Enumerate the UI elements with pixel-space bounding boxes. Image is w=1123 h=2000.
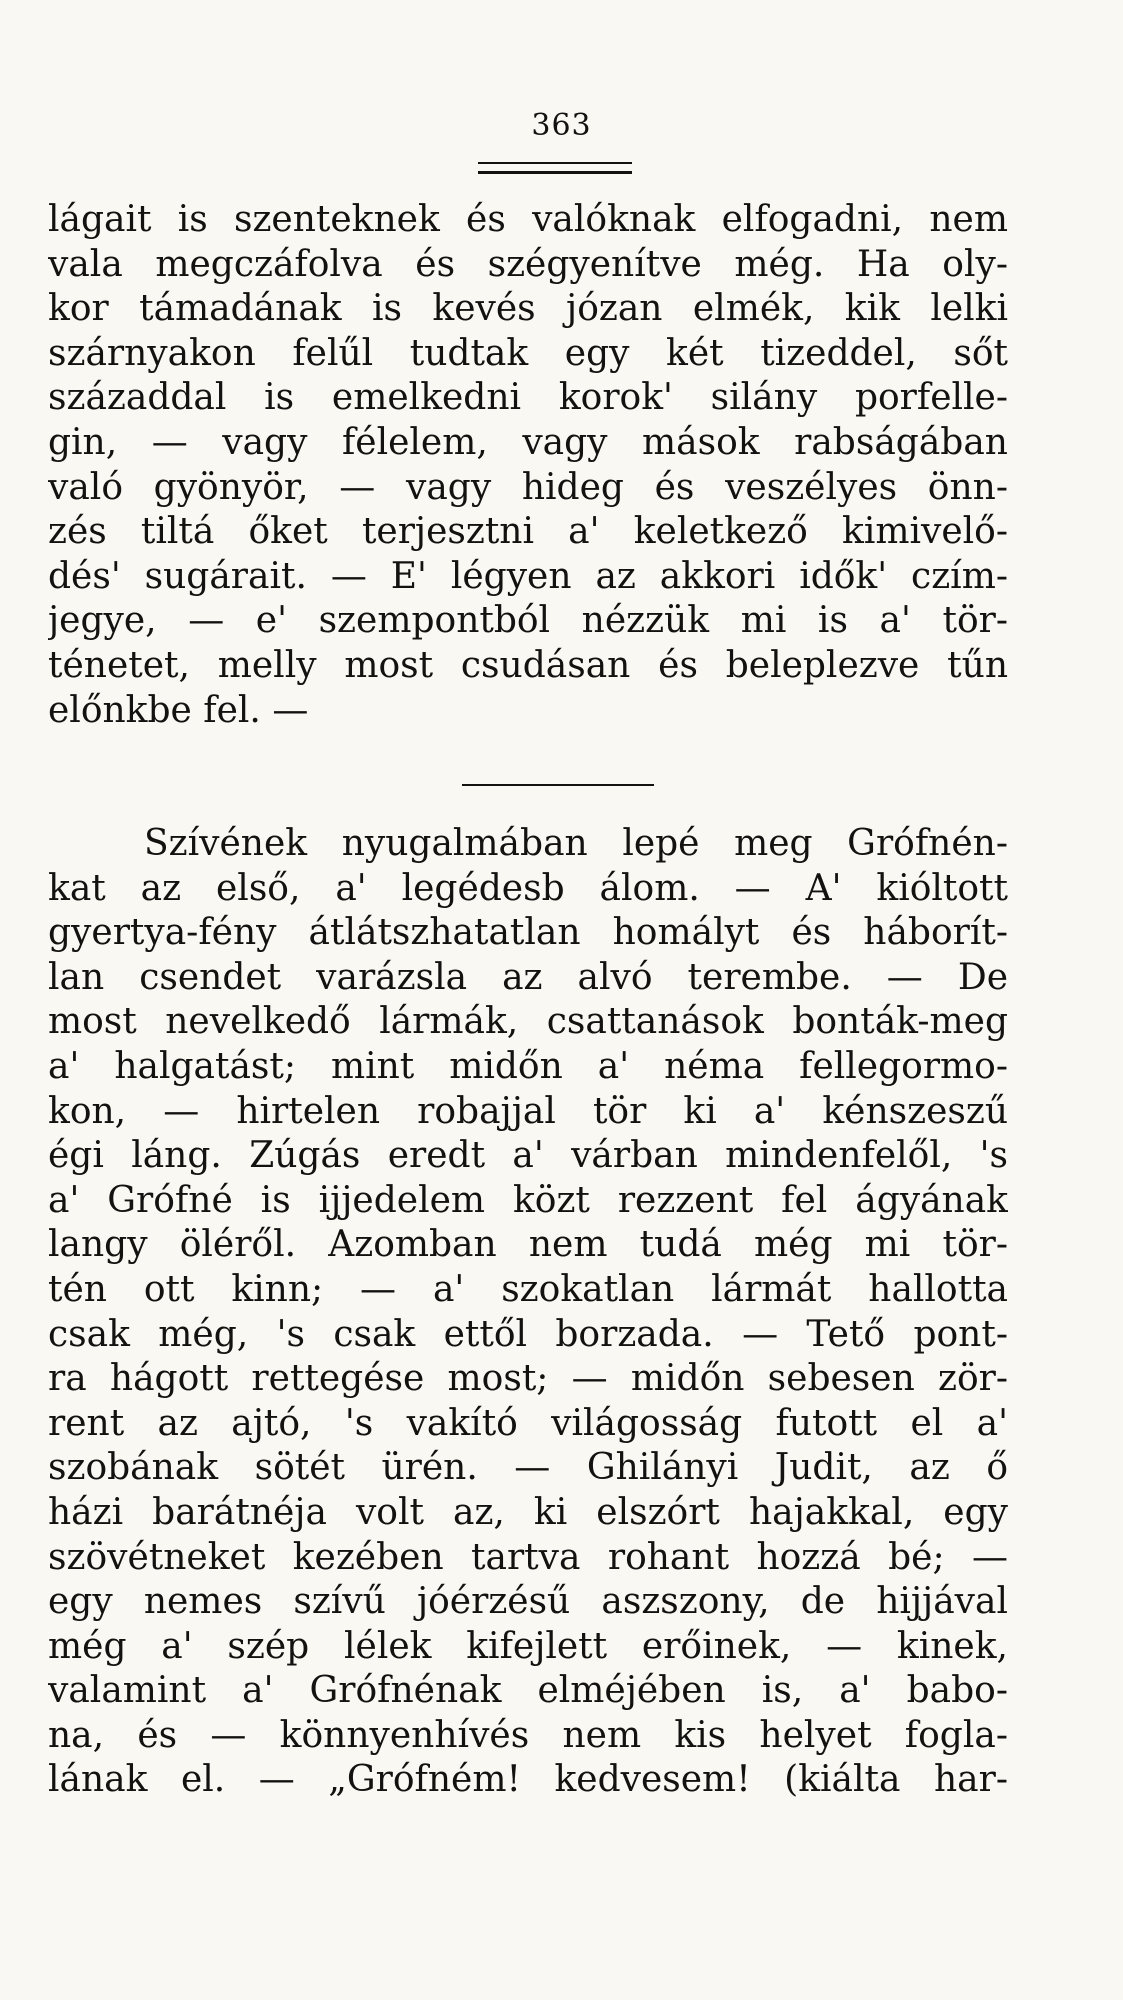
text-line: tén ott kinn; — a' szokatlan lármát hallotta (48, 1268, 1008, 1310)
text-line: gin, — vagy félelem, vagy mások rabságában (48, 421, 1008, 463)
text-line: na, és — könnyenhívés nem kis helyet fogla- (48, 1714, 1008, 1756)
paragraph-new (48, 822, 1008, 1803)
header-rule (478, 162, 632, 174)
text-line: most nevelkedő lármák, csattanások bonták-meg (48, 1001, 1008, 1043)
text-line: kon, — hirtelen robajjal tör ki a' kénszeszű (48, 1090, 1008, 1132)
text-line: szövétneket kezében tartva rohant hozzá bé; — (48, 1536, 1008, 1578)
section-divider (462, 784, 654, 786)
paragraph-continued (48, 198, 1008, 733)
text-line: rent az ajtó, 's vakító világosság futott el a' (48, 1402, 1008, 1444)
text-line: kat az első, a' legédesb álom. — A' kióltott (48, 867, 1008, 909)
text-line: szobának sötét ürén. — Ghilányi Judit, az ő (48, 1447, 1008, 1489)
text-line: századdal is emelkedni korok' silány porfelle- (48, 377, 1008, 419)
text-line: gyertya-fény átlátszhatatlan homályt és háborít- (48, 912, 1008, 954)
text-line: még a' szép lélek kifejlett erőinek, — kinek, (48, 1625, 1008, 1667)
text-line: lágait is szenteknek és valóknak elfogadni, nem (48, 199, 1008, 240)
text-line: előnkbe fel. — (48, 689, 309, 731)
text-line: ra hágott rettegése most; — midőn sebesen zör- (48, 1358, 1008, 1400)
text-line: zés tiltá őket terjesztni a' keletkező kimivelő- (48, 511, 1008, 553)
text-line: a' halgatást; mint midőn a' néma fellegormo- (48, 1045, 1008, 1087)
text-line: vala megczáfolva és szégyenítve még. Ha oly- (48, 243, 1008, 285)
text-line: csak még, 's csak ettől borzada. — Tető pont- (48, 1313, 1008, 1355)
text-line: valamint a' Grófnénak elméjében is, a' babo- (48, 1670, 1008, 1712)
text-line: lának el. — „Grófném! kedvesem! (kiálta har- (48, 1759, 1008, 1801)
text-line: való gyönyör, — vagy hideg és veszélyes önn- (48, 466, 1008, 508)
text-line: dés' sugárait. — E' légyen az akkori idők' czím- (48, 555, 1008, 597)
text-line: Szívének nyugalmában lepé meg Grófnén- (144, 823, 1008, 864)
text-line: lan csendet varázsla az alvó terembe. — De (48, 956, 1008, 998)
text-line: egy nemes szívű jóérzésű aszszony, de hijjával (48, 1581, 1008, 1623)
text-line: égi láng. Zúgás eredt a' várban mindenfelől, 's (48, 1135, 1008, 1177)
text-line: a' Grófné is ijjedelem közt rezzent fel ágyának (48, 1179, 1008, 1221)
text-line: langy öléről. Azomban nem tudá még mi tör- (48, 1224, 1008, 1266)
text-line: kor támadának is kevés józan elmék, kik lelki (48, 288, 1008, 330)
text-line: házi barátnéja volt az, ki elszórt hajakkal, egy (48, 1491, 1008, 1533)
text-line: ténetet, melly most csudásan és beleplezve tűn (48, 644, 1008, 686)
text-line: jegye, — e' szempontból nézzük mi is a' tör- (48, 600, 1008, 642)
text-line: szárnyakon felűl tudtak egy két tizeddel, sőt (48, 332, 1008, 374)
page-number: 363 (531, 108, 592, 143)
